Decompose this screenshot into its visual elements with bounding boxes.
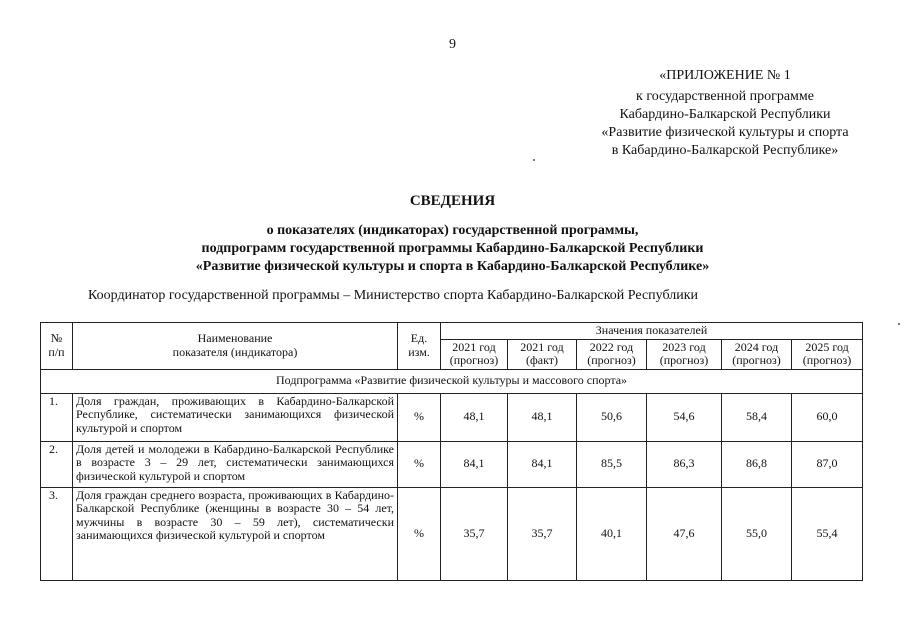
row-number: 2. [41,441,73,487]
value-cell: 47,6 [647,487,722,580]
col-header-year: 2024 год (прогноз) [722,339,792,369]
page-number: 9 [449,37,456,52]
row-number: 3. [41,487,73,580]
appendix-line: Кабардино-Балкарской Республики [619,107,831,122]
value-cell: 54,6 [647,393,722,441]
col-header-year: 2021 год (прогноз) [441,339,508,369]
appendix-line: в Кабардино-Балкарской Республике» [611,143,839,158]
document-title-block [0,193,905,276]
value-cell: 48,1 [441,393,508,441]
unit-cell: % [398,441,441,487]
subtitle-line: о показателях (индикаторах) государственной программы, [266,223,639,238]
coordinator-line: Координатор государственной программы – Министерство спорта Кабардино-Балкарской Республики [88,288,699,303]
value-cell: 48,1 [508,393,577,441]
subtitle-line: «Развитие физической культуры и спорта в Кабардино-Балкарской Республике» [195,259,710,274]
col-header-year: 2022 год (прогноз) [577,339,647,369]
value-cell: 85,5 [577,441,647,487]
table-row [41,487,863,580]
appendix-line: к государственной программе [636,89,814,104]
col-header-year: 2021 год (факт) [508,339,577,369]
value-cell: 55,0 [722,487,792,580]
table-row [41,393,863,441]
appendix-block [560,67,890,160]
indicator-name: Доля граждан среднего возраста, проживающих в Кабардино-Балкарской Республике (женщины в возрасте 30 – 54 лет, мужчины в возрасте 30 – 59 лет), систематически занимающихся физической культурой и спортом [73,487,398,580]
subtitle-line: подпрограмм государственной программы Кабардино-Балкарской Республики [201,241,704,256]
value-cell: 55,4 [792,487,863,580]
col-header-year: 2025 год (прогноз) [792,339,863,369]
value-cell: 86,3 [647,441,722,487]
document-title: СВЕДЕНИЯ [409,193,496,209]
row-number: 1. [41,393,73,441]
scan-speck [533,159,535,161]
unit-cell: % [398,487,441,580]
col-header-name: Наименование показателя (индикатора) [73,323,398,370]
col-header-values-group: Значения показателей [441,323,863,340]
scan-speck [898,323,900,325]
value-cell: 35,7 [508,487,577,580]
indicators-table [40,322,863,581]
indicator-name: Доля детей и молодежи в Кабардино-Балкарской Республике в возрасте 3 – 29 лет, систематически занимающихся физической культурой и спортом [73,441,398,487]
value-cell: 84,1 [508,441,577,487]
col-header-num: № п/п [41,323,73,370]
value-cell: 40,1 [577,487,647,580]
appendix-heading: «ПРИЛОЖЕНИЕ № 1 [659,68,791,83]
indicator-name: Доля граждан, проживающих в Кабардино-Балкарской Республике, систематически занимающихся физической культурой и спортом [73,393,398,441]
subprogram-title: Подпрограмма «Развитие физической культуры и массового спорта» [41,369,863,393]
value-cell: 50,6 [577,393,647,441]
value-cell: 86,8 [722,441,792,487]
col-header-year: 2023 год (прогноз) [647,339,722,369]
table-row [41,441,863,487]
value-cell: 60,0 [792,393,863,441]
col-header-unit: Ед. изм. [398,323,441,370]
value-cell: 87,0 [792,441,863,487]
value-cell: 58,4 [722,393,792,441]
header-row [41,323,863,340]
unit-cell: % [398,393,441,441]
subprogram-row [41,369,863,393]
value-cell: 35,7 [441,487,508,580]
appendix-line: «Развитие физической культуры и спорта [601,125,849,140]
value-cell: 84,1 [441,441,508,487]
